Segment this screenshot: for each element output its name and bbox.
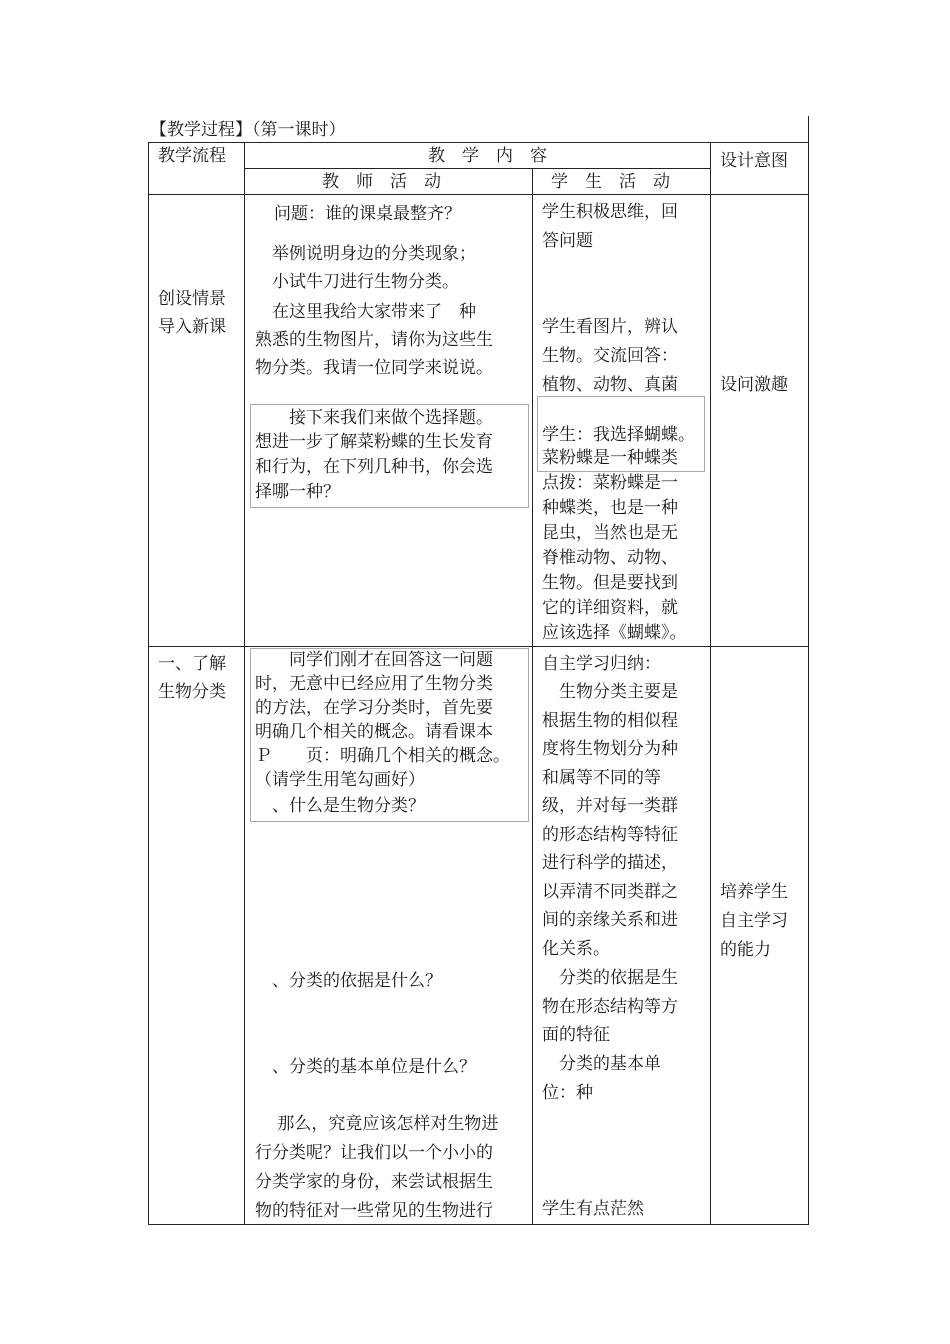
row2-intent-line: 的能力: [720, 940, 771, 960]
row2-teacher-box-line: Ｐ 页：明确几个相关的概念。: [255, 746, 510, 766]
row1-intent: 设问激趣: [720, 375, 788, 395]
row2-student-line: 的形态结构等特征: [542, 825, 678, 845]
row1-student-line: 点拨：菜粉蝶是一: [542, 473, 678, 493]
row1-teacher-box-line: 择哪一种？: [255, 482, 340, 502]
col-divider-2: [532, 168, 533, 1225]
row1-student-line: 生物。但是要找到: [542, 573, 678, 593]
row2-student-line: 和属等不同的等: [542, 768, 661, 788]
row1-teacher-box-line: 和行为，在下列几种书，你会选: [255, 457, 493, 477]
row1-teacher-line: 物分类。我请一位同学来说说。: [255, 358, 493, 378]
row2-student-line: 分类的依据是生: [542, 968, 678, 988]
row2-intent-line: 自主学习: [720, 911, 788, 931]
row2-flow-line1: 一、了解: [158, 654, 226, 674]
row2-teacher-box-line: （请学生用笔勾画好）: [255, 770, 425, 790]
row2-intent-line: 培养学生: [720, 882, 788, 902]
row2-flow-line2: 生物分类: [158, 682, 226, 702]
table-left-border: [148, 142, 149, 1225]
header-student: 学 生 活 动: [551, 172, 670, 192]
row1-student-line: 学生积极思维，回: [542, 202, 678, 222]
row1-teacher-line: 小试牛刀进行生物分类。: [272, 272, 459, 292]
row2-teacher-question: 、分类的基本单位是什么？: [255, 1057, 476, 1077]
row2-teacher-question: 、分类的依据是什么？: [255, 971, 442, 991]
row1-student-line: 它的详细资料，就: [542, 598, 678, 618]
col-divider-3: [710, 142, 711, 1225]
row2-student-line: 学生有点茫然: [542, 1199, 644, 1219]
row2-student-line: 间的亲缘关系和进: [542, 910, 678, 930]
row2-student-line: 进行科学的描述，: [542, 853, 678, 873]
row2-teacher-line: 物的特征对一些常见的生物进行: [255, 1201, 493, 1221]
row1-student-line: 脊椎动物、动物、: [542, 548, 678, 568]
row2-student-line: 面的特征: [542, 1025, 610, 1045]
row2-student-line: 根据生物的相似程: [542, 711, 678, 731]
row2-teacher-box-line: 、什么是生物分类？: [255, 796, 425, 816]
section-title: 【教学过程】（第一课时）: [150, 120, 346, 140]
row1-student-line: 植物、动物、真菌: [542, 375, 678, 395]
row1-student-line: 应该选择《蝴蝶》。: [542, 623, 687, 643]
row1-teacher-box-line: 接下来我们来做个选择题。: [255, 408, 493, 428]
row2-student-line: 分类的基本单: [542, 1054, 661, 1074]
row1-teacher-question: 问题：谁的课桌最整齐？: [274, 204, 461, 224]
header-flow: 教学流程: [158, 146, 226, 166]
row1-teacher-line: 熟悉的生物图片，请你为这些生: [255, 330, 493, 350]
row1-student-line: 学生看图片，辨认: [542, 317, 678, 337]
row2-teacher-box-line: 明确几个相关的概念。请看课本: [255, 722, 493, 742]
row1-student-line: 种蝶类，也是一种: [542, 498, 678, 518]
col-divider-1: [244, 142, 245, 1225]
row2-student-line: 以弄清不同类群之: [542, 882, 678, 902]
row2-teacher-line: 那么，究竟应该怎样对生物进: [255, 1114, 499, 1134]
row2-student-line: 度将生物划分为种: [542, 739, 678, 759]
header-content: 教 学 内 容: [428, 146, 547, 166]
row2-student-line: 生物分类主要是: [542, 682, 678, 702]
row1-student-box-line: 菜粉蝶是一种蝶类: [542, 448, 678, 468]
row2-student-line: 自主学习归纳：: [542, 654, 661, 674]
row1-flow-line2: 导入新课: [158, 317, 226, 337]
row2-teacher-line: 分类学家的身份，来尝试根据生: [255, 1172, 493, 1192]
row2-student-line: 化关系。: [542, 939, 610, 959]
row1-student-line: 生物。交流回答：: [542, 346, 678, 366]
header-intent: 设计意图: [720, 151, 788, 171]
row2-teacher-box-line: 时，无意中已经应用了生物分类: [255, 674, 493, 694]
row1-teacher-box-line: 想进一步了解菜粉蝶的生长发育: [255, 432, 493, 452]
row2-student-line: 位：种: [542, 1083, 593, 1103]
row2-student-line: 级，并对每一类群: [542, 796, 678, 816]
row2-teacher-box-line: 同学们刚才在回答这一问题: [255, 650, 493, 670]
row1-student-line: 答问题: [542, 231, 593, 251]
row1-student-box-line: 学生：我选择蝴蝶。: [542, 425, 695, 445]
table-right-border: [808, 116, 809, 1225]
row1-flow-line1: 创设情景: [158, 289, 226, 309]
row1-teacher-line: 举例说明身边的分类现象；: [272, 244, 476, 264]
header-teacher: 教 师 活 动: [322, 172, 441, 192]
row2-teacher-box-line: 的方法，在学习分类时，首先要: [255, 698, 493, 718]
row1-teacher-line: 在这里我给大家带来了 种: [255, 302, 476, 322]
row1-student-line: 昆虫，当然也是无: [542, 523, 678, 543]
row2-student-line: 物在形态结构等方: [542, 997, 678, 1017]
row2-teacher-line: 行分类呢？让我们以一个小小的: [255, 1143, 493, 1163]
